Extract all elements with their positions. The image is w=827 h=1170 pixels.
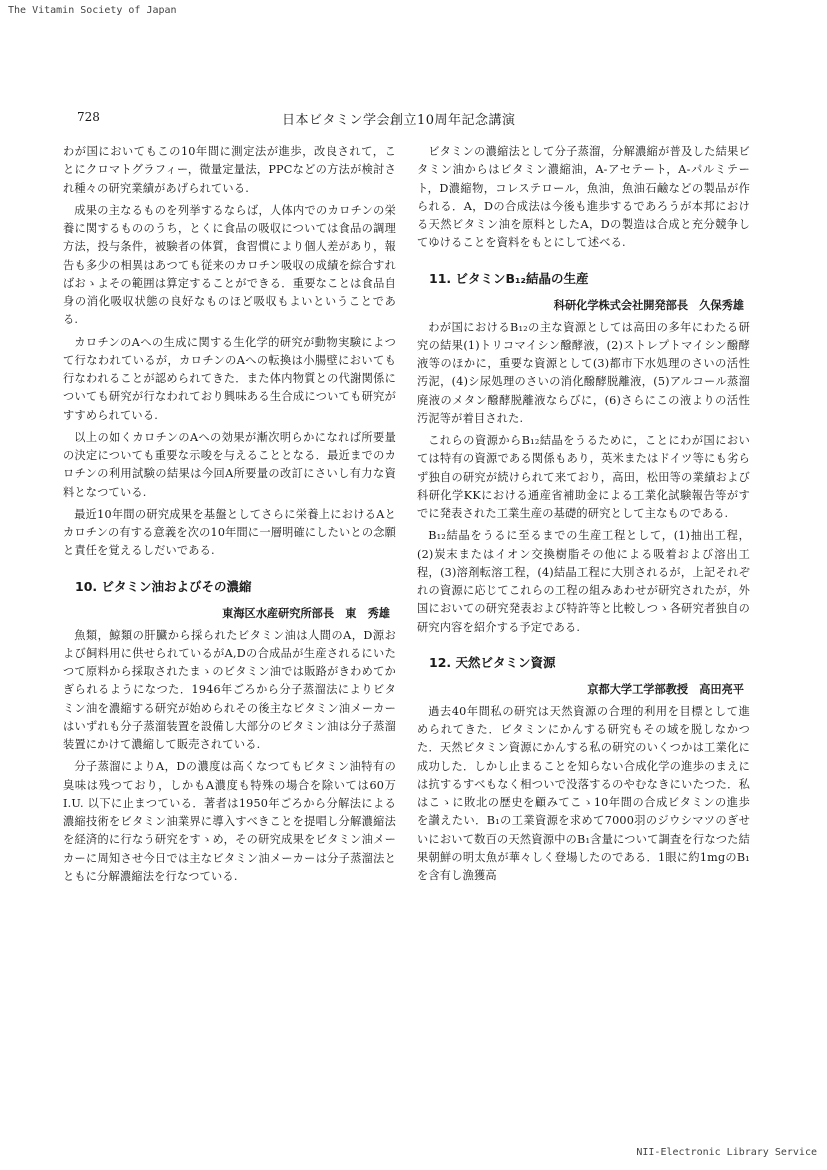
paragraph: 過去40年間私の研究は天然資源の合理的利用を目標として進められてきた．ビタミンにかんする研究もその域を脱しなかつた．天然ビタミン資源にかんする私の研究のいくつかは工業化に成功した．しかし止まることを知らない合成化学の進歩のまえには抗するすべもなく相ついで没落するのやむなきにいたつた．私はこゝに敗北の歴史を顧みてこゝ10年間の合成ビタミンの進歩を讃えたい．B₁の工業資源を求めて7000羽のジウシマツのぎせいにおいて数百の天然資源中のB₁含量について調査を行なつた結果朝鮮の明太魚が華々しく登場したのである．1眼に約1mgのB₁を含有し漁獲高: [417, 704, 750, 882]
library-service-footer: NII-Electronic Library Service: [636, 1147, 817, 1158]
society-header: The Vitamin Society of Japan: [8, 5, 177, 16]
section-10-author: 東海区水産研究所部長 東 秀雄: [222, 605, 390, 620]
section-11-author: 科研化学株式会社開発部長 久保秀雄: [553, 297, 744, 312]
section-11-title: 11. ビタミンB₁₂結晶の生産: [429, 270, 589, 286]
paragraph: 最近10年間の研究成果を基盤としてさらに栄養上におけるAとカロチンの有する意義を次の10年間に一層明確にしたいとの念願と責任を覚えるしだいである.: [63, 507, 396, 558]
paragraph: カロチンのAへの生成に関する生化学的研究が動物実験によつて行なわれているが，カロチンのAへの転換は小腸壁においても行なわれることが認められてきた．また体内物質との代謝関係についても研究が行なわれており興味ある生合成についても研究がすすめられている.: [63, 335, 396, 422]
paragraph: わが国においてもこの10年間に測定法が進歩，改良されて，ことにクロマトグラフィー，微量定量法，PPCなどの方法が検討され種々の研究業績があげられている.: [63, 145, 396, 195]
paragraph: ビタミンの濃縮法として分子蒸溜，分解濃縮が普及した結果ビタミン油からはビタミン濃縮油，A-アセテート，A-パルミテート，D濃縮物，コレステロール，魚油，魚油石鹼などの製品が作られる．A，Dの合成法は今後も進歩するであろうが本邦における天然ビタミン油を原料としたA，Dの製造は合成と充分競争してゆけることを資料をもとにして述べる.: [417, 145, 750, 250]
paragraph: 成果の主なるものを列挙するならば，人体内でのカロチンの栄養に関するもののうち，とくに食品の吸収については食品の調理方法，投与条件，被験者の体質，食習慣により個人差があり，報告も多少の相異はあつても従来のカロチン吸収の成績を綜合すればおゝよその範囲は算定することができる．重要なことは食品自身の消化吸収状態の良好なものほど吸収もよいということである.: [63, 203, 396, 327]
page-number: 728: [77, 110, 100, 124]
section-12-title: 12. 天然ビタミン資源: [429, 654, 556, 670]
left-column: [63, 143, 396, 886]
section-10-title: 10. ビタミン油およびその濃縮: [75, 578, 252, 594]
section-12-author: 京都大学工学部教授 高田亮平: [587, 681, 744, 696]
paragraph: 以上の如くカロチンのAへの効果が漸次明らかになれば所要量の決定についても重要な示唆を与えることとなる．最近までのカロチンの利用試験の結果は今回A所要量の改訂にさいし有力な資料となつている.: [63, 430, 396, 499]
paragraph: B₁₂結晶をうるに至るまでの生産工程として，(1)抽出工程，(2)炭末またはイオン交換樹脂その他による吸着および溶出工程，(3)溶剤転溶工程，(4)結晶工程に大別されるが，上記それぞれの資源に応じてこれらの工程の組みあわせが研究されたが，外国においての研究発表および特許等と比較しつゝ各研究者独自の研究内容を紹介する予定である.: [417, 529, 750, 634]
paragraph: 魚類，鯨類の肝臓から採られたビタミン油は人間のA，D源および飼料用に供せられているがA,Dの合成品が生産されるにいたつて原料から採取されたまゝのビタミン油では販路がきわめてかぎられるようになつた．1946年ごろから分子蒸溜法によりビタミン油を濃縮する研究が始められその後主なビタミン油メーカーはいずれも分子蒸溜装置を設備し大部分のビタミン油は分子蒸溜装置にかけて濃縮して販売されている.: [63, 628, 396, 751]
right-column: [417, 143, 750, 885]
paragraph: 分子蒸溜によりA，Dの濃度は高くなつてもビタミン油特有の臭味は残つており，しかもA濃度も特殊の場合を除いては60万 I.U. 以下に止まつている．著者は1950年ごろから分解法による濃縮技術をビタミン油業界に導入すべきことを提唱し分解濃縮法を経済的に行なう研究をすゝめ，その研究成果をビタミン油メーカーに周知させ今日では主なビタミン油メーカーは分子蒸溜法とともに分解濃縮法を行なつている.: [63, 760, 396, 883]
running-title: 日本ビタミン学会創立10周年記念講演: [282, 113, 516, 128]
paragraph: わが国におけるB₁₂の主な資源としては高田の多年にわたる研究の結果(1)トリコマイシン醱酵液，(2)ストレプトマイシン醱酵液等のほかに，重要な資源として(3)都市下水処理のさいの活性汚泥，(4)シ尿処理のさいの消化醱酵脱離液，(5)アルコール蒸溜廃液のメタン醱酵脱離液ならびに，(6)さらにこの液よりの活性汚泥等が着目された.: [417, 320, 750, 425]
paragraph: これらの資源からB₁₂結晶をうるために，ことにわが国においては特有の資源である関係もあり，英米またはドイツ等にも劣らず独自の研究が続けられて来ており，高田，松田等の業績および科研化学KKにおける通産省補助金による工業化試験報告等がすでに発表された工業生産の基礎的研究として主なものである.: [417, 434, 750, 520]
